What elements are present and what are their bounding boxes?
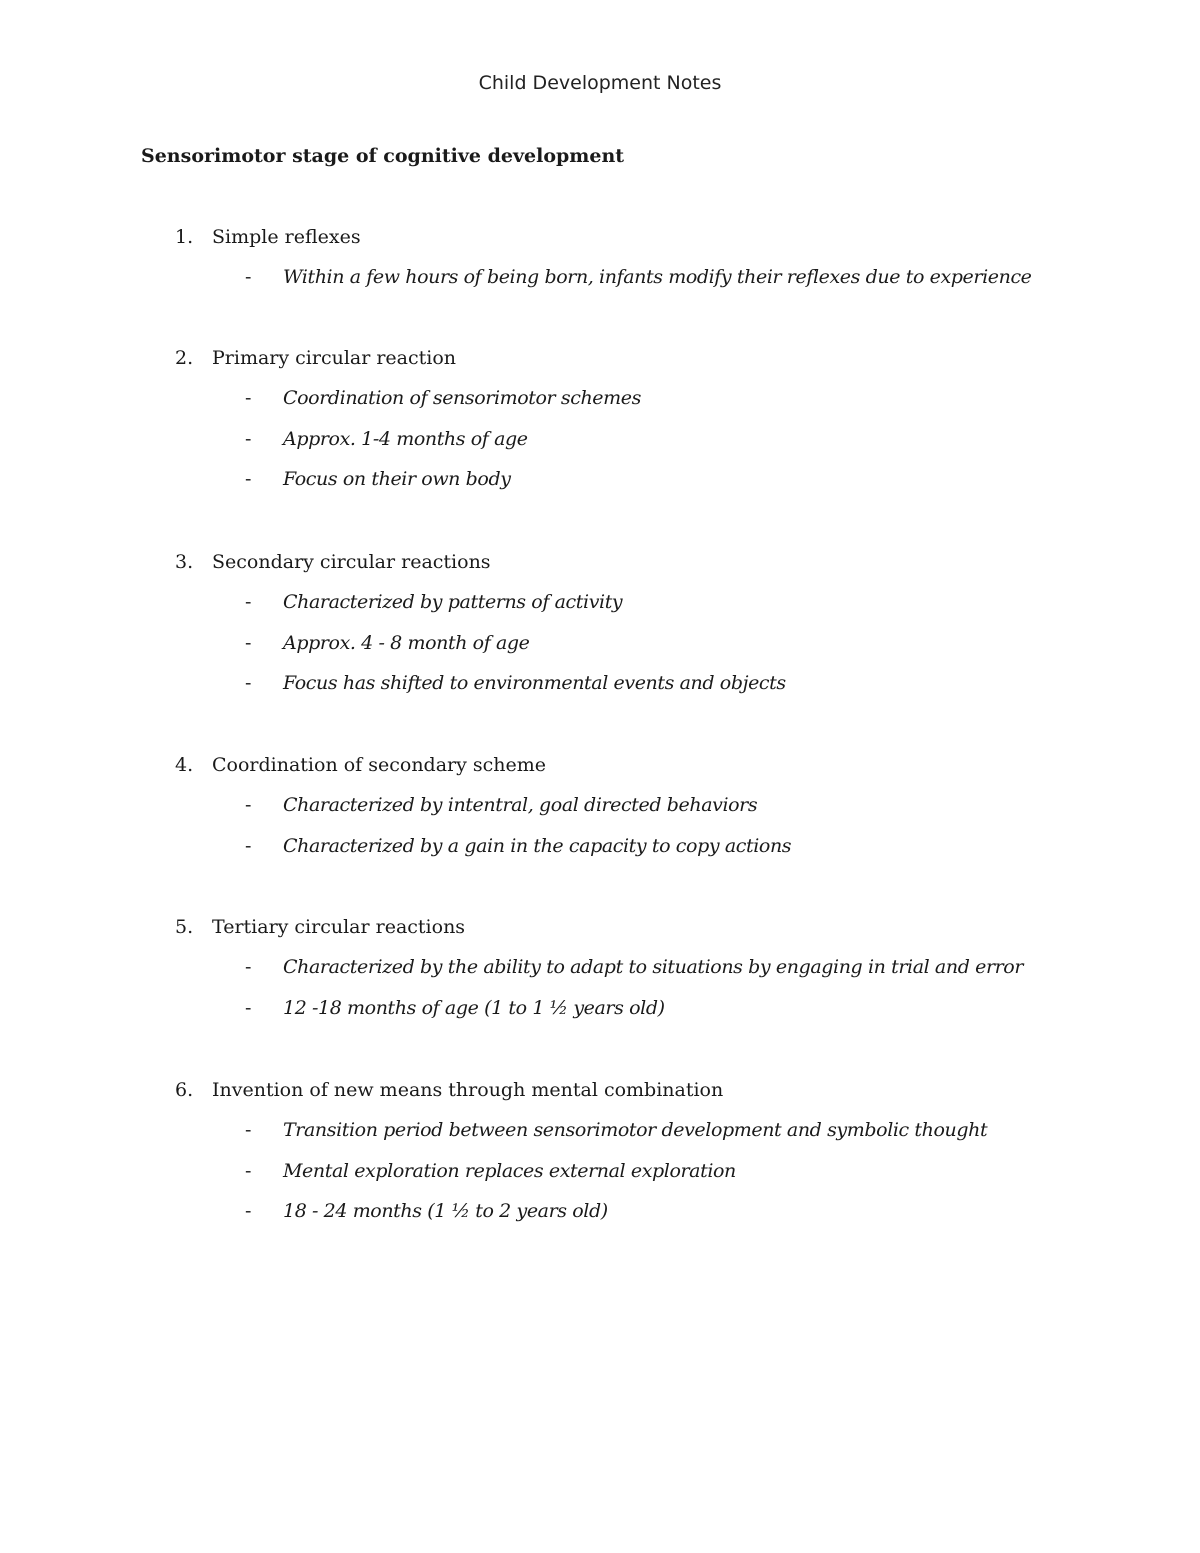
section-title-row <box>0 752 1200 792</box>
section-title: Simple reflexes <box>212 226 361 248</box>
document-heading: Sensorimotor stage of cognitive development <box>141 145 625 167</box>
bullet-text: Approx. 1-4 months of age <box>283 427 528 450</box>
bullet-list <box>0 385 1200 507</box>
bullet-item <box>0 833 1200 874</box>
bullet-text: Characterized by intentral, goal directed behaviors <box>283 794 758 816</box>
bullet-item <box>0 792 1200 833</box>
section-title-row <box>0 914 1200 954</box>
bullet-dash: - <box>245 387 252 409</box>
bullet-item <box>0 385 1200 426</box>
bullet-item <box>0 670 1200 711</box>
section-title: Coordination of secondary scheme <box>212 754 547 776</box>
bullet-dash: - <box>245 956 252 978</box>
section-title: Primary circular reaction <box>212 347 457 369</box>
bullet-list <box>0 792 1200 873</box>
section-title: Secondary circular reactions <box>212 551 491 573</box>
bullet-text: Coordination of sensorimotor schemes <box>283 387 641 409</box>
bullet-item <box>0 426 1200 467</box>
section-title-row <box>0 1077 1200 1117</box>
bullet-dash: - <box>245 1200 252 1222</box>
bullet-dash: - <box>245 427 252 450</box>
bullet-item <box>0 589 1200 630</box>
bullet-dash: - <box>245 1159 252 1182</box>
bullet-dash: - <box>245 996 252 1019</box>
section-invention-of-new-means <box>0 1077 1200 1239</box>
page-header-title: Child Development Notes <box>478 72 722 94</box>
bullet-text: 18 - 24 months (1 ½ to 2 years old) <box>283 1200 608 1222</box>
section-number: 5. <box>175 916 194 938</box>
section-title-row <box>0 549 1200 589</box>
bullet-dash: - <box>245 266 252 288</box>
bullet-dash: - <box>245 1119 252 1141</box>
section-number: 3. <box>175 551 194 573</box>
section-title: Invention of new means through mental combination <box>212 1079 724 1101</box>
section-secondary-circular-reactions <box>0 549 1200 711</box>
bullet-item <box>0 954 1200 995</box>
bullet-text: Approx. 4 - 8 month of age <box>283 631 530 654</box>
section-tertiary-circular-reactions <box>0 914 1200 1035</box>
bullet-text: Characterized by a gain in the capacity to copy actions <box>283 834 792 857</box>
bullet-dash: - <box>245 834 252 857</box>
bullet-text: Within a few hours of being born, infants modify their reflexes due to experience <box>283 266 1032 288</box>
bullet-text: 12 -18 months of age (1 to 1 ½ years old) <box>283 996 665 1019</box>
bullet-list <box>0 264 1200 305</box>
bullet-dash: - <box>245 631 252 654</box>
bullet-item <box>0 264 1200 305</box>
bullet-text: Characterized by patterns of activity <box>283 591 623 613</box>
section-number: 4. <box>175 754 194 776</box>
bullet-dash: - <box>245 468 252 490</box>
bullet-item <box>0 1158 1200 1199</box>
bullet-item <box>0 1198 1200 1239</box>
bullet-item <box>0 466 1200 507</box>
bullet-text: Mental exploration replaces external exploration <box>283 1159 736 1182</box>
bullet-text: Focus has shifted to environmental events and objects <box>283 672 786 694</box>
bullet-dash: - <box>245 672 252 694</box>
bullet-item <box>0 630 1200 671</box>
section-coordination-of-secondary-scheme <box>0 752 1200 873</box>
section-title: Tertiary circular reactions <box>212 916 466 938</box>
bullet-list <box>0 589 1200 711</box>
bullet-dash: - <box>245 591 252 613</box>
section-simple-reflexes <box>0 224 1200 305</box>
bullet-list <box>0 1117 1200 1239</box>
bullet-text: Transition period between sensorimotor development and symbolic thought <box>283 1119 988 1141</box>
section-title-row <box>0 224 1200 264</box>
bullet-text: Characterized by the ability to adapt to situations by engaging in trial and error <box>283 956 1024 978</box>
bullet-text: Focus on their own body <box>283 468 511 490</box>
section-title-row <box>0 345 1200 385</box>
bullet-item <box>0 995 1200 1036</box>
section-number: 2. <box>175 347 194 369</box>
section-primary-circular-reaction <box>0 345 1200 507</box>
bullet-list <box>0 954 1200 1035</box>
bullet-item <box>0 1117 1200 1158</box>
bullet-dash: - <box>245 794 252 816</box>
section-number: 6. <box>175 1079 194 1101</box>
section-number: 1. <box>175 226 194 248</box>
